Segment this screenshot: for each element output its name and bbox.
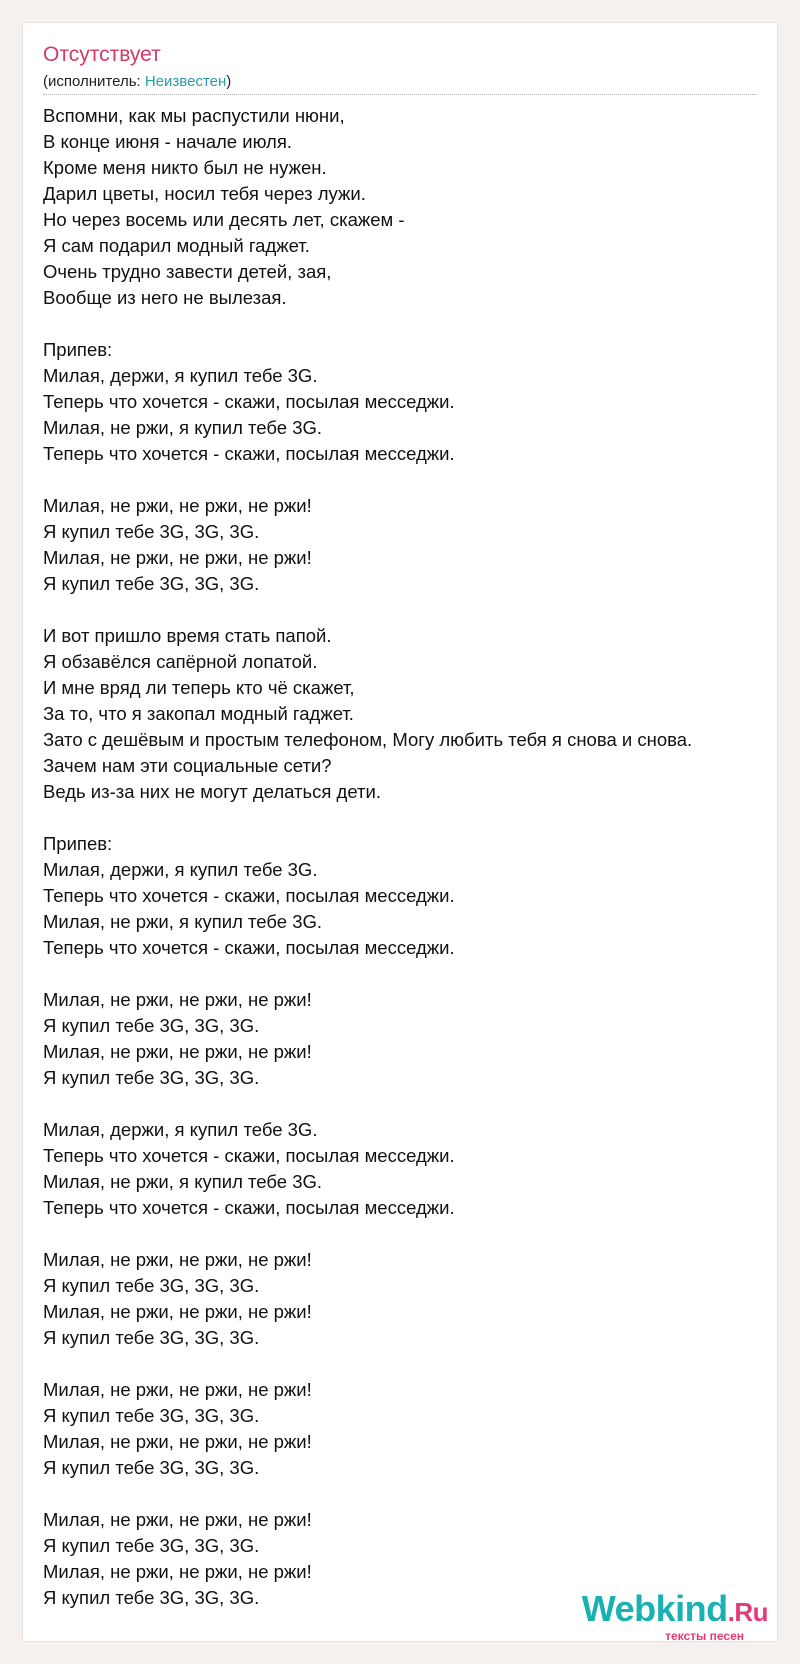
blank-line	[43, 1091, 767, 1117]
lyric-line: Вообще из него не вылезая.	[43, 287, 287, 308]
blank-line	[43, 1481, 767, 1507]
lyric-line: Милая, держи, я купил тебе 3G.	[43, 365, 318, 386]
lyric-line: Теперь что хочется - скажи, посылая месседжи.	[43, 391, 455, 412]
lyric-line: И мне вряд ли теперь кто чё скажет,	[43, 677, 355, 698]
lyric-line: Я купил тебе 3G, 3G, 3G.	[43, 521, 260, 542]
lyric-line: Припев:	[43, 339, 113, 360]
artist-prefix: (исполнитель:	[43, 73, 145, 90]
lyric-line: Теперь что хочется - скажи, посылая месседжи.	[43, 937, 455, 958]
lyric-line: Я купил тебе 3G, 3G, 3G.	[43, 1327, 260, 1348]
lyric-line: Милая, не ржи, не ржи, не ржи!	[43, 1249, 312, 1270]
lyric-line: Милая, не ржи, не ржи, не ржи!	[43, 1041, 312, 1062]
lyric-line: Милая, не ржи, не ржи, не ржи!	[43, 1561, 312, 1582]
lyric-line: Теперь что хочется - скажи, посылая месседжи.	[43, 1145, 455, 1166]
artist-line	[43, 73, 231, 90]
song-title: Отсутствует	[43, 43, 161, 66]
lyric-line: Очень трудно завести детей, зая,	[43, 261, 332, 282]
logo-tld: .Ru	[727, 1597, 768, 1627]
lyric-line: Припев:	[43, 833, 113, 854]
lyric-line: Теперь что хочется - скажи, посылая месседжи.	[43, 1197, 455, 1218]
lyric-line: И вот пришло время стать папой.	[43, 625, 332, 646]
lyric-line: Вспомни, как мы распустили нюни,	[43, 105, 345, 126]
lyric-line: Дарил цветы, носил тебя через лужи.	[43, 183, 366, 204]
blank-line	[43, 805, 767, 831]
lyric-line: Милая, не ржи, не ржи, не ржи!	[43, 1301, 312, 1322]
lyric-line: Но через восемь или десять лет, скажем -	[43, 209, 405, 230]
lyric-line: Я купил тебе 3G, 3G, 3G.	[43, 1587, 260, 1608]
lyrics-card	[22, 22, 778, 1642]
blank-line	[43, 467, 767, 493]
lyric-line: Я сам подарил модный гаджет.	[43, 235, 310, 256]
lyric-line: Ведь из-за них не могут делаться дети.	[43, 781, 381, 802]
lyric-line: Милая, не ржи, я купил тебе 3G.	[43, 1171, 323, 1192]
blank-line	[43, 1351, 767, 1377]
artist-suffix: )	[226, 73, 232, 90]
blank-line	[43, 311, 767, 337]
lyric-line: Милая, не ржи, не ржи, не ржи!	[43, 547, 312, 568]
lyric-line: Зачем нам эти социальные сети?	[43, 755, 332, 776]
lyric-line: Милая, не ржи, не ржи, не ржи!	[43, 1509, 312, 1530]
logo-wordmark	[581, 1588, 768, 1630]
lyric-line: Милая, не ржи, я купил тебе 3G.	[43, 911, 323, 932]
lyric-line: Милая, не ржи, не ржи, не ржи!	[43, 989, 312, 1010]
lyric-line: Я купил тебе 3G, 3G, 3G.	[43, 573, 260, 594]
lyric-line: Кроме меня никто был не нужен.	[43, 157, 327, 178]
lyric-line: В конце июня - начале июля.	[43, 131, 292, 152]
lyric-line: Я купил тебе 3G, 3G, 3G.	[43, 1275, 260, 1296]
divider	[43, 94, 757, 95]
lyrics-text	[43, 103, 767, 1611]
lyric-line: Я обзавёлся сапёрной лопатой.	[43, 651, 318, 672]
blank-line	[43, 597, 767, 623]
lyric-line: Теперь что хочется - скажи, посылая месседжи.	[43, 443, 455, 464]
lyric-line: Я купил тебе 3G, 3G, 3G.	[43, 1457, 260, 1478]
lyric-line: Зато с дешёвым и простым телефоном, Могу любить тебя я снова и снова.	[43, 729, 693, 750]
lyric-line: Милая, держи, я купил тебе 3G.	[43, 859, 318, 880]
site-logo[interactable]	[581, 1588, 768, 1643]
lyric-line: Я купил тебе 3G, 3G, 3G.	[43, 1405, 260, 1426]
blank-line	[43, 961, 767, 987]
lyric-line: Милая, не ржи, не ржи, не ржи!	[43, 495, 312, 516]
lyric-line: Милая, держи, я купил тебе 3G.	[43, 1119, 318, 1140]
lyric-line: Милая, не ржи, не ржи, не ржи!	[43, 1431, 312, 1452]
lyric-line: За то, что я закопал модный гаджет.	[43, 703, 354, 724]
logo-tagline: тексты песен	[665, 1629, 744, 1643]
blank-line	[43, 1221, 767, 1247]
artist-link[interactable]: Неизвестен	[144, 73, 227, 90]
lyric-line: Я купил тебе 3G, 3G, 3G.	[43, 1535, 260, 1556]
lyric-line: Я купил тебе 3G, 3G, 3G.	[43, 1015, 260, 1036]
lyric-line: Я купил тебе 3G, 3G, 3G.	[43, 1067, 260, 1088]
lyric-line: Теперь что хочется - скажи, посылая месседжи.	[43, 885, 455, 906]
lyric-line: Милая, не ржи, я купил тебе 3G.	[43, 417, 323, 438]
lyric-line: Милая, не ржи, не ржи, не ржи!	[43, 1379, 312, 1400]
logo-brand: Webkind	[581, 1588, 728, 1629]
